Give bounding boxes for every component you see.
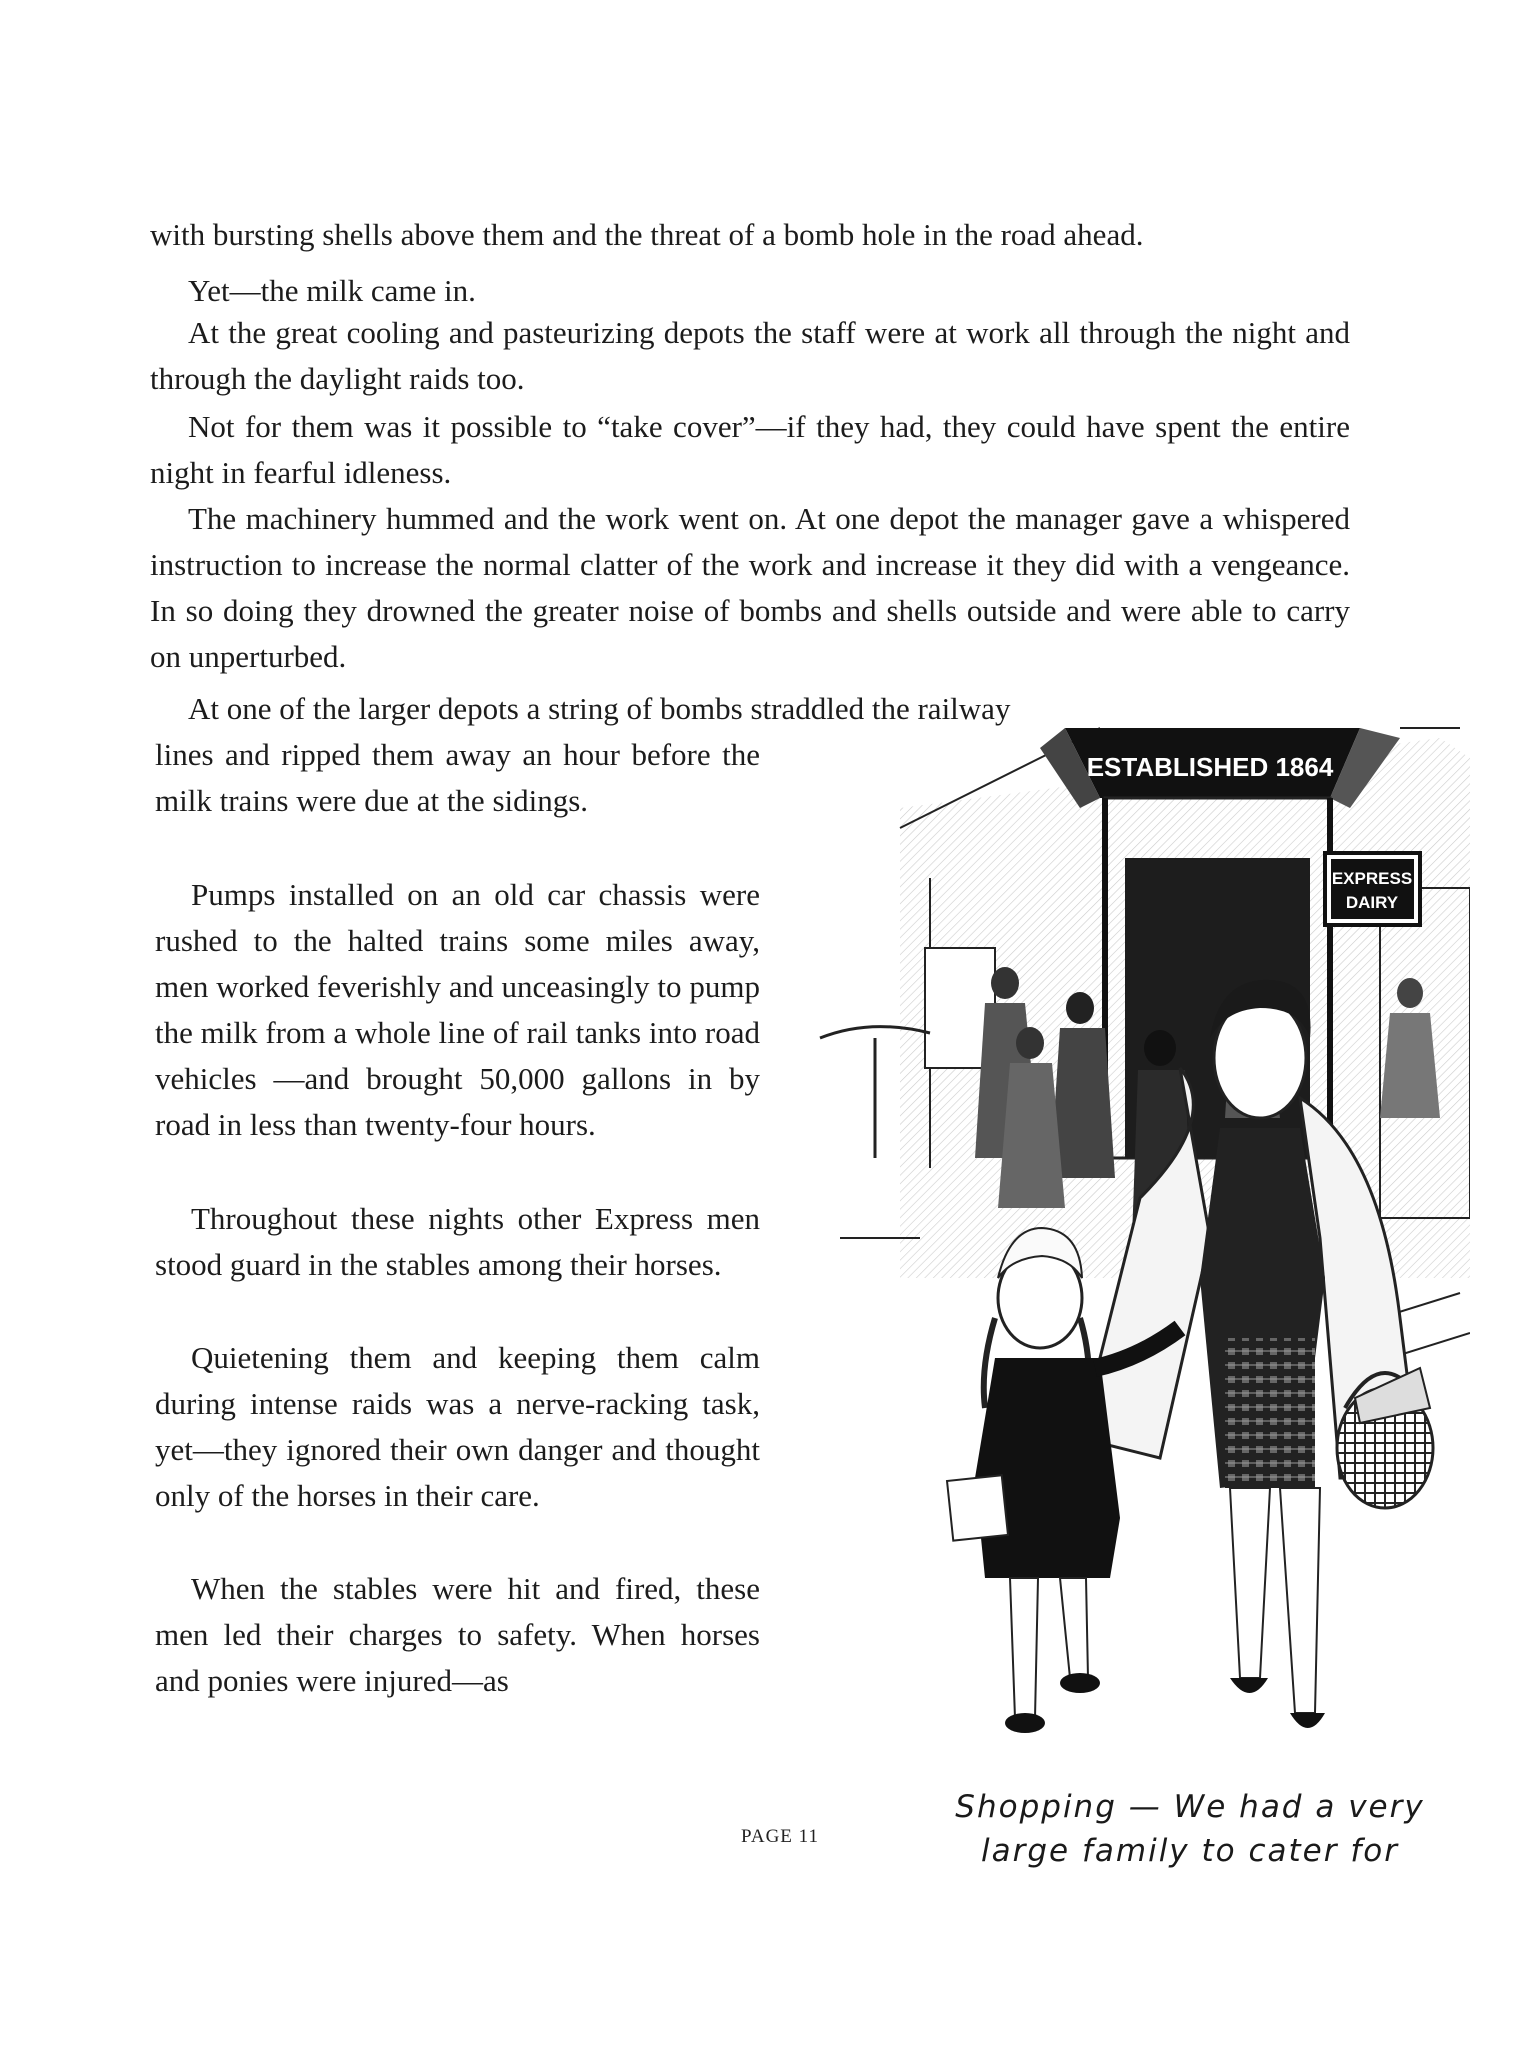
paragraph-6: lines and ripped them away an hour before the milk trains were due at the sidings. (155, 737, 760, 818)
paragraph-9: Quietening them and keeping them calm during intense raids was a nerve-racking task, yet—they ignored their own danger and thought only of the horses in their care. (155, 1340, 760, 1513)
caption-line-2: large family to cater for (981, 1833, 1399, 1869)
established-sign-text: ESTABLISHED 1864 (1086, 752, 1334, 782)
paragraph-10: When the stables were hit and fired, these men led their charges to safety. When horses and ponies were injured—as (155, 1571, 760, 1698)
paragraph-2: Yet—the milk came in. (188, 273, 476, 308)
paragraph-6-first-line: At one of the larger depots a string of bombs straddled the railway (188, 691, 1011, 726)
shopping-scene-illustration (780, 718, 1470, 1808)
caption-line-1: Shopping — We had a very (955, 1789, 1425, 1825)
paragraph-8: Throughout these nights other Express men stood guard in the stables among their horses. (155, 1201, 760, 1282)
illustration-caption (930, 1785, 1450, 1873)
page-number: PAGE 11 (741, 1826, 819, 1847)
paragraph-5: The machinery hummed and the work went on. At one depot the manager gave a whispered instruction to increase the normal clatter of the work and increase it they did with a vengeance. In so doing they drowned the greater noise of bombs and shells outside and were able to carry on unperturbed. (150, 501, 1350, 674)
express-dairy-sign-line-2: DAIRY (1345, 893, 1399, 912)
paragraph-3: At the great cooling and pasteurizing depots the staff were at work all through the night and through the daylight raids too. (150, 315, 1350, 396)
paragraph-4: Not for them was it possible to “take cover”—if they had, they could have spent the entire night in fearful idleness. (150, 409, 1350, 490)
express-dairy-sign-line-1: EXPRESS (1331, 869, 1413, 888)
paragraph-1: with bursting shells above them and the threat of a bomb hole in the road ahead. (150, 217, 1144, 252)
express-dairy-sign (1325, 853, 1420, 925)
paragraph-7: Pumps installed on an old car chassis were rushed to the halted trains some miles away, men worked feverishly and unceasingly to pump the milk from a whole line of rail tanks into road vehicles —and brought 50,000 gallons in by road in less than twenty-four hours. (155, 877, 760, 1142)
